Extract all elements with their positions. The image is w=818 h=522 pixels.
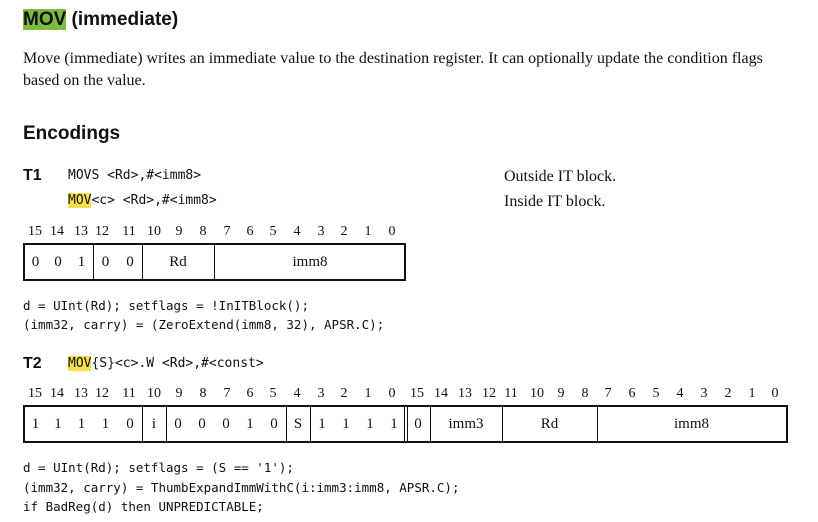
- bit-number: 11: [122, 386, 136, 401]
- bit-number: 1: [748, 386, 756, 401]
- encoding-field: i: [151, 415, 157, 432]
- bit-number: 0: [388, 386, 396, 401]
- bit-number: 6: [628, 386, 636, 401]
- encoding-field: 1: [342, 415, 350, 432]
- bit-number: 10: [147, 386, 161, 401]
- encoding-field: 0: [54, 253, 62, 270]
- encoding-field: 1: [246, 415, 254, 432]
- bit-number: 7: [223, 224, 231, 239]
- bit-number: 14: [434, 386, 448, 401]
- bit-number: 15: [28, 386, 42, 401]
- encoding-field: imm8: [292, 253, 328, 270]
- t1-mnemonic-highlight: MOV: [68, 193, 92, 208]
- encoding-field: 0: [198, 415, 206, 432]
- encoding-field: Rd: [169, 253, 187, 270]
- bit-number: 14: [50, 224, 64, 239]
- bit-number: 2: [724, 386, 732, 401]
- t2-syntax: [68, 356, 264, 371]
- encoding-field: 0: [101, 253, 110, 270]
- encoding-field: 0: [126, 253, 134, 270]
- bit-number: 4: [293, 386, 301, 401]
- t1-note-inside: Inside IT block.: [504, 193, 606, 210]
- encoding-field: 0: [414, 415, 422, 432]
- encoding-field: 0: [31, 253, 40, 270]
- bit-number: 15: [28, 224, 42, 239]
- t1-bit-numbers: [0, 224, 818, 242]
- bit-number: 13: [74, 386, 88, 401]
- bit-number: 0: [771, 386, 779, 401]
- bit-number: 5: [652, 386, 660, 401]
- field-divider: [286, 407, 287, 441]
- encoding-field: 0: [222, 415, 230, 432]
- bit-number: 12: [95, 386, 109, 401]
- field-divider: [142, 245, 143, 279]
- encoding-field: 1: [77, 415, 86, 432]
- bit-number: 12: [482, 386, 496, 401]
- bit-number: 12: [95, 224, 109, 239]
- encoding-field: imm8: [673, 415, 709, 432]
- bit-number: 9: [175, 386, 183, 401]
- title-mnemonic: MOV: [23, 9, 67, 30]
- field-divider: [404, 407, 408, 441]
- bit-number: 11: [504, 386, 518, 401]
- bit-number: 3: [317, 224, 325, 239]
- field-divider: [310, 407, 311, 441]
- bit-number: 4: [293, 224, 301, 239]
- t2-label: T2: [23, 355, 42, 372]
- encoding-field: 0: [126, 415, 134, 432]
- field-divider: [142, 407, 143, 441]
- t2-bit-numbers: [0, 386, 818, 404]
- bit-number: 3: [700, 386, 708, 401]
- encoding-field: S: [293, 415, 303, 432]
- t1-syntax-line2: [68, 193, 217, 208]
- bit-number: 3: [317, 386, 325, 401]
- encoding-field: 0: [270, 415, 278, 432]
- bit-number: 1: [364, 386, 372, 401]
- bit-number: 7: [223, 386, 231, 401]
- bit-number: 8: [199, 224, 207, 239]
- bit-number: 4: [676, 386, 684, 401]
- encoding-field: Rd: [540, 415, 559, 432]
- t2-syntax-rest: {S}<c>.W <Rd>,#<const>: [91, 356, 264, 371]
- encoding-field: imm3: [448, 415, 484, 432]
- encoding-field: 1: [101, 415, 110, 432]
- bit-number: 10: [530, 386, 544, 401]
- bit-number: 14: [50, 386, 64, 401]
- bit-number: 15: [410, 386, 424, 401]
- field-divider: [166, 407, 167, 441]
- page-title: [23, 9, 178, 31]
- encoding-field: 1: [31, 415, 40, 432]
- bit-number: 6: [246, 386, 254, 401]
- t1-pseudocode-line1: d = UInt(Rd); setflags = !InITBlock();: [23, 298, 309, 313]
- t1-encoding-table: [23, 243, 406, 281]
- t1-note-outside: Outside IT block.: [504, 168, 617, 185]
- bit-number: 8: [581, 386, 589, 401]
- t2-pseudocode-line3: if BadReg(d) then UNPREDICTABLE;: [23, 499, 264, 514]
- bit-number: 11: [122, 224, 136, 239]
- bit-number: 13: [74, 224, 88, 239]
- field-divider: [214, 245, 215, 279]
- t1-syntax-line2-rest: <c> <Rd>,#<imm8>: [91, 193, 217, 208]
- title-rest: (immediate): [66, 9, 179, 30]
- bit-number: 2: [340, 224, 348, 239]
- field-divider: [430, 407, 431, 441]
- t1-pseudocode-line2: (imm32, carry) = (ZeroExtend(imm8, 32), APSR.C);: [23, 317, 385, 332]
- t1-label: T1: [23, 167, 42, 184]
- encoding-field: 1: [318, 415, 326, 432]
- t2-mnemonic-highlight: MOV: [68, 356, 92, 371]
- field-divider: [597, 407, 598, 441]
- encoding-field: 1: [390, 415, 398, 432]
- encoding-field: 1: [54, 415, 62, 432]
- bit-number: 6: [246, 224, 254, 239]
- encoding-field: 1: [366, 415, 374, 432]
- bit-number: 13: [458, 386, 472, 401]
- bit-number: 9: [557, 386, 565, 401]
- encoding-field: 1: [77, 253, 86, 270]
- t1-syntax-line1: MOVS <Rd>,#<imm8>: [68, 168, 202, 183]
- bit-number: 8: [199, 386, 207, 401]
- encodings-heading: Encodings: [23, 123, 121, 144]
- bit-number: 5: [269, 386, 277, 401]
- field-divider: [502, 407, 503, 441]
- t2-pseudocode-line2: (imm32, carry) = ThumbExpandImmWithC(i:imm3:imm8, APSR.C);: [23, 480, 460, 495]
- bit-number: 9: [175, 224, 183, 239]
- t2-encoding-table: [23, 405, 788, 443]
- t2-pseudocode-line1: d = UInt(Rd); setflags = (S == '1');: [23, 460, 294, 475]
- bit-number: 1: [364, 224, 372, 239]
- bit-number: 10: [147, 224, 161, 239]
- bit-number: 7: [604, 386, 612, 401]
- bit-number: 5: [269, 224, 277, 239]
- field-divider: [93, 245, 94, 279]
- encoding-field: 0: [174, 415, 182, 432]
- description: Move (immediate) writes an immediate value to the destination register. It can optionally update the condition flags based on the value.: [23, 50, 763, 89]
- bit-number: 2: [340, 386, 348, 401]
- bit-number: 0: [388, 224, 396, 239]
